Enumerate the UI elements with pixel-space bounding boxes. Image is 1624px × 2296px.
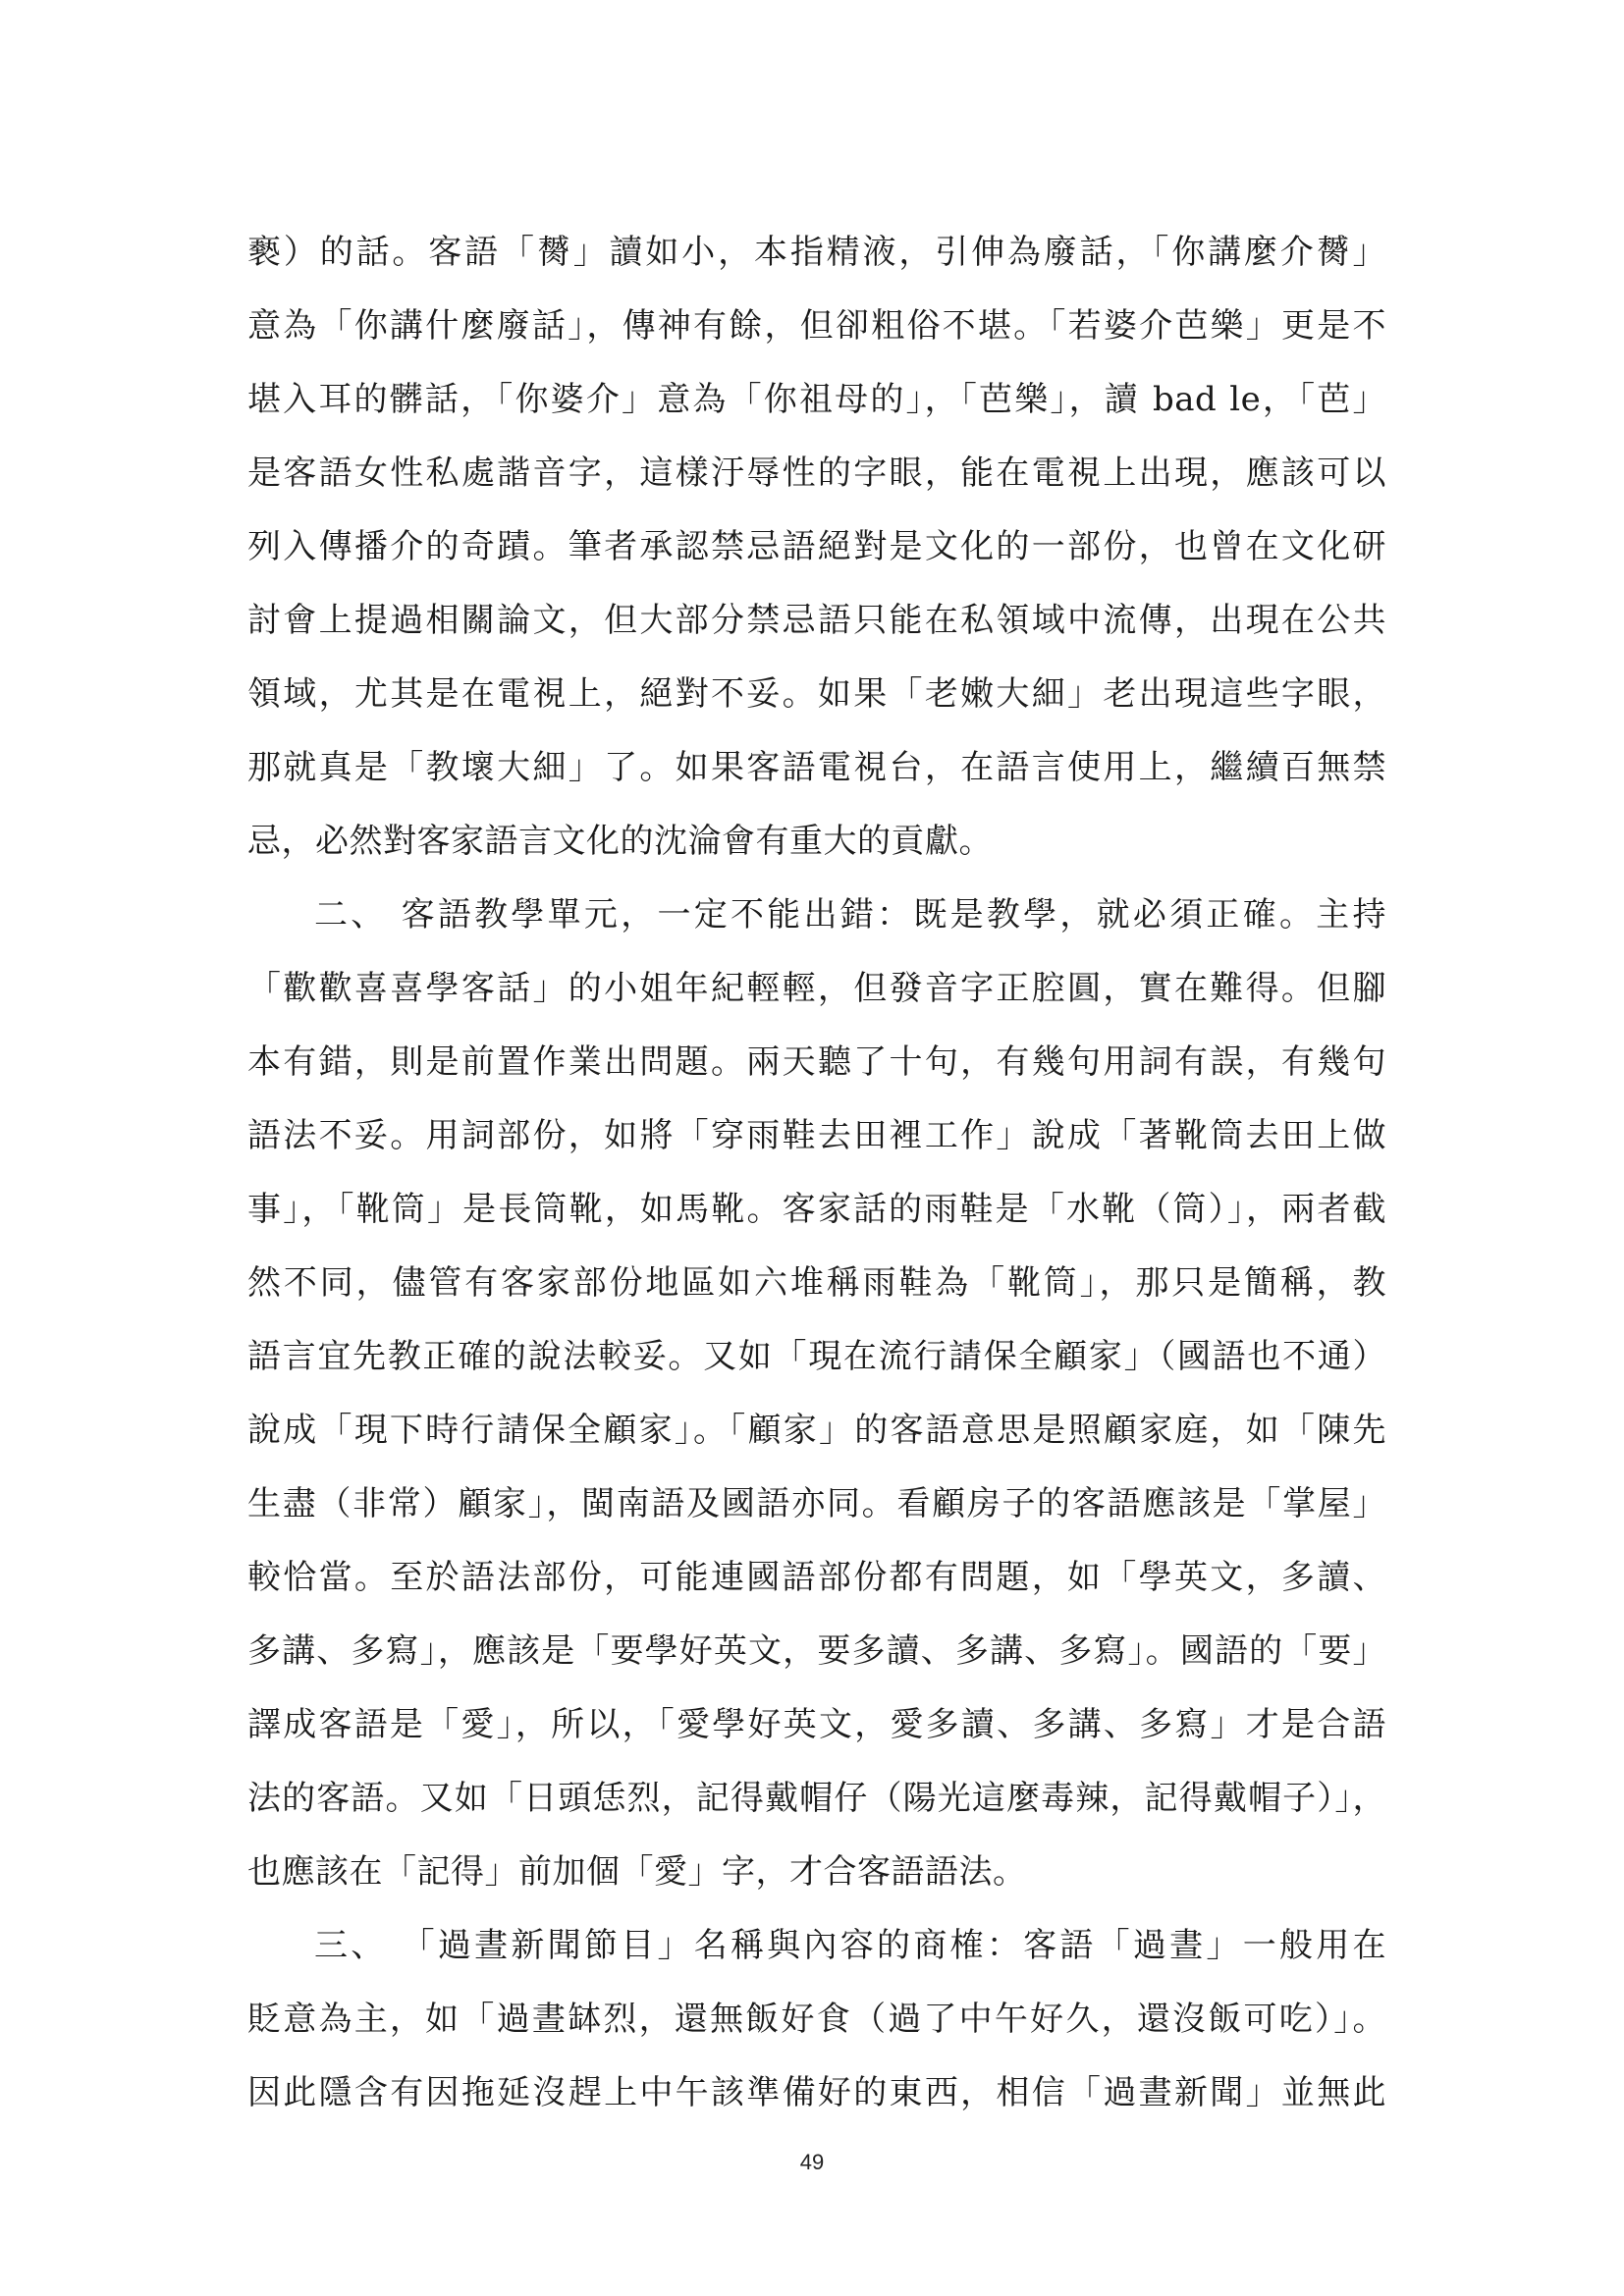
text-line: 那就真是「教壞大細」了。如果客語電視台，在語言使用上，繼續百無禁	[247, 748, 1386, 787]
text-line: 忌，必然對客家語言文化的沈淪會有重大的貢獻。	[247, 822, 993, 861]
text-line: 三、 「過晝新聞節目」名稱與內容的商榷：客語「過晝」一般用在	[314, 1926, 1386, 1965]
text-line: 褻）的話。客語「膥」讀如小，本指精液，引伸為廢話，「你講麼介膥」	[247, 233, 1386, 272]
body-text	[247, 216, 1386, 2130]
page-number: 49	[799, 2150, 825, 2174]
text-line: 語言宜先教正確的說法較妥。又如「現在流行請保全顧家」（國語也不通）	[247, 1337, 1386, 1376]
text-line: 貶意為主，如「過晝缽烈，還無飯好食（過了中午好久，還沒飯可吃）」。	[247, 2000, 1386, 2039]
text-line: 列入傳播介的奇蹟。筆者承認禁忌語絕對是文化的一部份，也曾在文化研	[247, 527, 1386, 566]
text-line: 然不同，儘管有客家部份地區如六堆稱雨鞋為「靴筒」，那只是簡稱，教	[247, 1263, 1386, 1303]
text-line: 法的客語。又如「日頭恁烈，記得戴帽仔（陽光這麼毒辣，記得戴帽子）」，	[247, 1779, 1386, 1818]
text-line: 本有錯，則是前置作業出問題。兩天聽了十句，有幾句用詞有誤，有幾句	[247, 1042, 1386, 1082]
text-line: 也應該在「記得」前加個「愛」字，才合客語語法。	[247, 1852, 1027, 1892]
text-line: 是客語女性私處諧音字，這樣汙辱性的字眼，能在電視上出現，應該可以	[247, 454, 1386, 493]
text-line: 較恰當。至於語法部份，可能連國語部份都有問題，如「學英文，多讀、	[247, 1558, 1386, 1597]
text-line: 意為「你講什麼廢話」，傳神有餘，但卻粗俗不堪。「若婆介芭樂」更是不	[247, 306, 1386, 346]
text-line: 生盡（非常）顧家」，閩南語及國語亦同。看顧房子的客語應該是「掌屋」	[247, 1484, 1386, 1523]
text-line: 因此隱含有因拖延沒趕上中午該準備好的東西，相信「過晝新聞」並無此	[247, 2073, 1386, 2112]
text-line: 領域，尤其是在電視上，絕對不妥。如果「老嫩大細」老出現這些字眼，	[247, 674, 1386, 714]
text-line: 說成「現下時行請保全顧家」。「顧家」的客語意思是照顧家庭，如「陳先	[247, 1411, 1386, 1450]
text-line: 事」，「靴筒」是長筒靴，如馬靴。客家話的雨鞋是「水靴（筒）」，兩者截	[247, 1190, 1386, 1229]
text-line: 「歡歡喜喜學客話」的小姐年紀輕輕，但發音字正腔圓，實在難得。但腳	[247, 969, 1386, 1008]
text-line: 多講、多寫」，應該是「要學好英文，要多讀、多講、多寫」。國語的「要」	[247, 1631, 1386, 1671]
text-line: 堪入耳的髒話，「你婆介」意為「你祖母的」，「芭樂」，讀 bad le，「芭」	[247, 380, 1386, 419]
text-line: 二、 客語教學單元，一定不能出錯：既是教學，就必須正確。主持	[314, 895, 1386, 934]
text-line: 討會上提過相關論文，但大部分禁忌語只能在私領域中流傳，出現在公共	[247, 601, 1386, 640]
text-line: 譯成客語是「愛」，所以，「愛學好英文，愛多讀、多講、多寫」才是合語	[247, 1705, 1386, 1744]
text-line: 語法不妥。用詞部份，如將「穿雨鞋去田裡工作」說成「著靴筒去田上做	[247, 1116, 1386, 1155]
